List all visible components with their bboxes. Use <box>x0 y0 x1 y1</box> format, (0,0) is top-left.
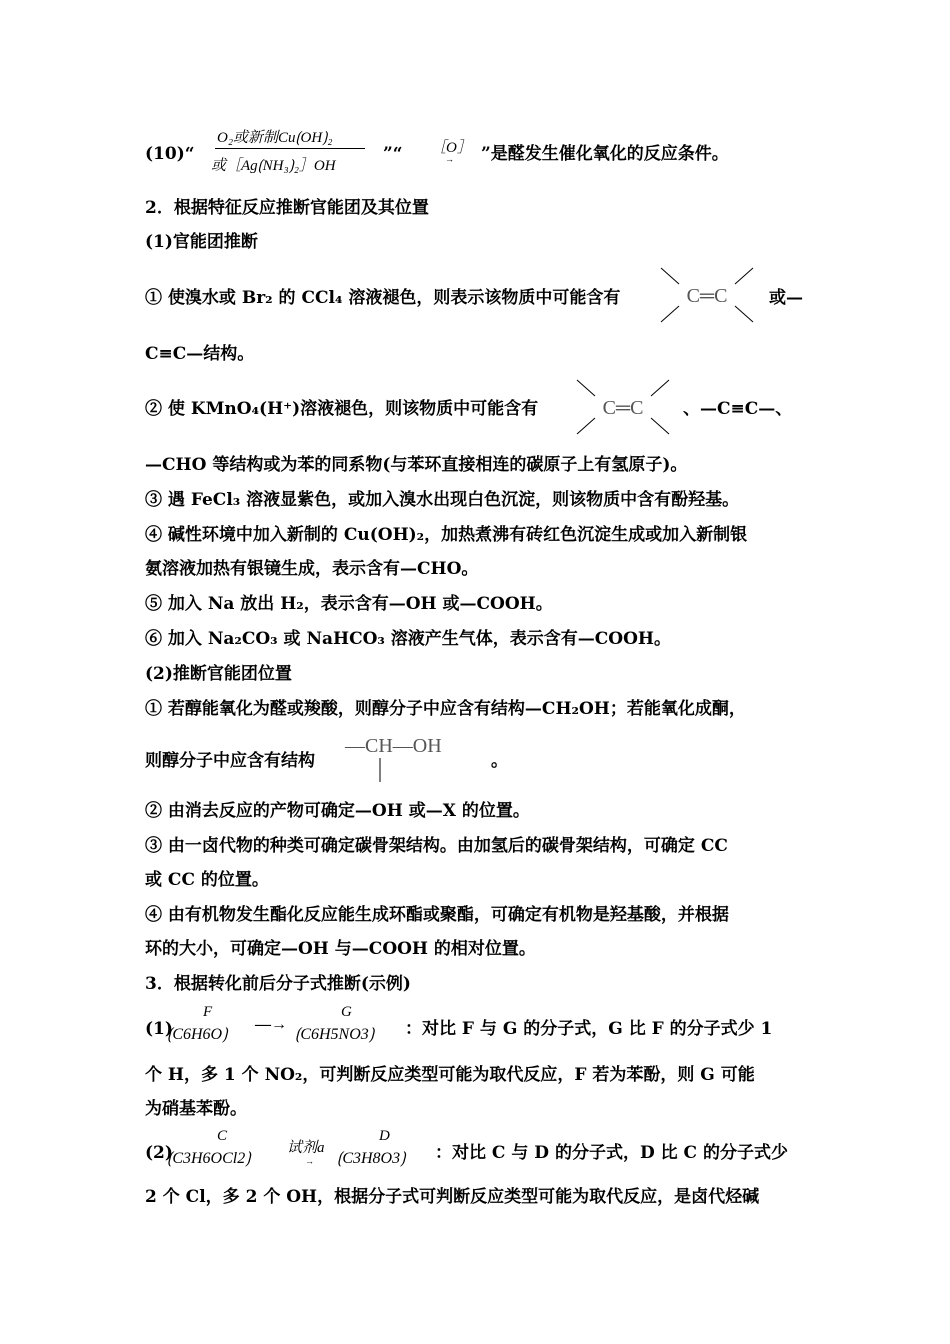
section-heading-3: 3．根据转化前后分子式推断(示例) <box>145 974 411 994</box>
compound-D-label: D <box>379 1128 390 1144</box>
para-1-cont: C≡C—结构。 <box>145 344 255 364</box>
compound-F-formula: ⟮C6H6O⟯ <box>167 1026 228 1043</box>
example-1-line-2: 个 H，多 1 个 NO₂，可判断反应类型可能为取代反应，F 若为苯酚，则 G 可能 <box>145 1065 755 1085</box>
subheading-1: (1)官能团推断 <box>145 232 258 252</box>
para-2-cont: 、—C≡C—、 <box>683 399 793 419</box>
q1-line-2: 则醇分子中应含有结构 <box>145 751 315 771</box>
alkene-structure-1 <box>657 262 757 328</box>
alcohol-label: —CH—OH <box>345 735 442 757</box>
section-heading-2: 2．根据特征反应推断官能团及其位置 <box>145 198 429 218</box>
alkene-structure-2 <box>573 374 673 440</box>
q1-line-1: ① 若醇能氧化为醛或羧酸，则醇分子中应含有结构—CH₂OH；若能氧化成酮， <box>145 699 746 719</box>
example-2-prefix: (2) <box>145 1143 173 1163</box>
q4-line-1: ④ 由有机物发生酯化反应能生成环酯或聚酯，可确定有机物是羟基酸，并根据 <box>145 905 729 925</box>
example-2-text: ：对比 C 与 D 的分子式，D 比 C 的分子式少 <box>435 1143 788 1163</box>
item-10-suffix: ”是醛发生催化氧化的反应条件。 <box>481 144 729 164</box>
q3-line-2: 或 CC 的位置。 <box>145 870 269 890</box>
para-4-line-1: ④ 碱性环境中加入新制的 Cu(OH)₂，加热煮沸有砖红色沉淀生成或加入新制银 <box>145 525 748 545</box>
alcohol-structure <box>343 730 485 784</box>
compound-C-label: C <box>217 1128 228 1144</box>
para-6: ⑥ 加入 Na₂CO₃ 或 NaHCO₃ 溶液产生气体，表示含有—COOH。 <box>145 629 671 649</box>
q4-line-2: 环的大小，可确定—OH 与—COOH 的相对位置。 <box>145 939 536 959</box>
compound-G-label: G <box>341 1004 352 1020</box>
q2: ② 由消去反应的产物可确定—OH 或—X 的位置。 <box>145 801 530 821</box>
compound-D-formula: ⟮C3H8O3⟯ <box>337 1150 406 1167</box>
item-10-mid-quotes: ”“ <box>383 144 403 164</box>
fraction-bar <box>215 148 365 149</box>
small-arrow: → <box>445 154 454 164</box>
compound-C-formula: ⟮C3H6OCl2⟯ <box>167 1150 251 1167</box>
reaction-arrow-1: —→ <box>255 1016 287 1033</box>
para-1-or: 或— <box>769 288 803 308</box>
para-2-line-2: —CHO 等结构或为苯的同系物(与苯环直接相连的碳原子上有氢原子)。 <box>145 455 688 475</box>
q1-period: 。 <box>491 751 508 771</box>
reagent-a: 试剂a <box>287 1140 325 1156</box>
para-1-text: ① 使溴水或 Br₂ 的 CCl₄ 溶液褪色，则表示该物质中可能含有 <box>145 288 621 308</box>
oxidant-O: ［O］ <box>431 140 472 156</box>
condition-fraction-top: O₂或新制Cu⟮OH⟯₂ <box>217 130 333 146</box>
compound-G-formula: ⟮C6H5NO3⟯ <box>295 1026 375 1043</box>
para-2-text: ② 使 KMnO₄(H⁺)溶液褪色，则该物质中可能含有 <box>145 399 539 419</box>
item-10-prefix: (10)“ <box>145 144 195 164</box>
alkene-label-2: C═C <box>602 397 644 419</box>
example-1-text: ：对比 F 与 G 的分子式，G 比 F 的分子式少 1 <box>405 1019 773 1039</box>
example-1-line-3: 为硝基苯酚。 <box>145 1099 247 1119</box>
para-5: ⑤ 加入 Na 放出 H₂，表示含有—OH 或—COOH。 <box>145 594 553 614</box>
para-4-line-2: 氨溶液加热有银镜生成，表示含有—CHO。 <box>145 559 479 579</box>
reaction-arrow-2: → <box>305 1156 314 1166</box>
compound-F-label: F <box>203 1004 213 1020</box>
example-2-line-2: 2 个 Cl，多 2 个 OH，根据分子式可判断反应类型可能为取代反应，是卤代烃碱 <box>145 1187 760 1207</box>
example-1-prefix: (1) <box>145 1019 173 1039</box>
condition-fraction-bottom: 或［Ag⟮NH₃⟯₂］OH <box>211 158 336 174</box>
subheading-2: (2)推断官能团位置 <box>145 664 292 684</box>
alkene-label: C═C <box>686 285 728 307</box>
q3-line-1: ③ 由一卤代物的种类可确定碳骨架结构。由加氢后的碳骨架结构，可确定 CC <box>145 836 728 856</box>
para-3: ③ 遇 FeCl₃ 溶液显紫色，或加入溴水出现白色沉淀，则该物质中含有酚羟基。 <box>145 490 740 510</box>
